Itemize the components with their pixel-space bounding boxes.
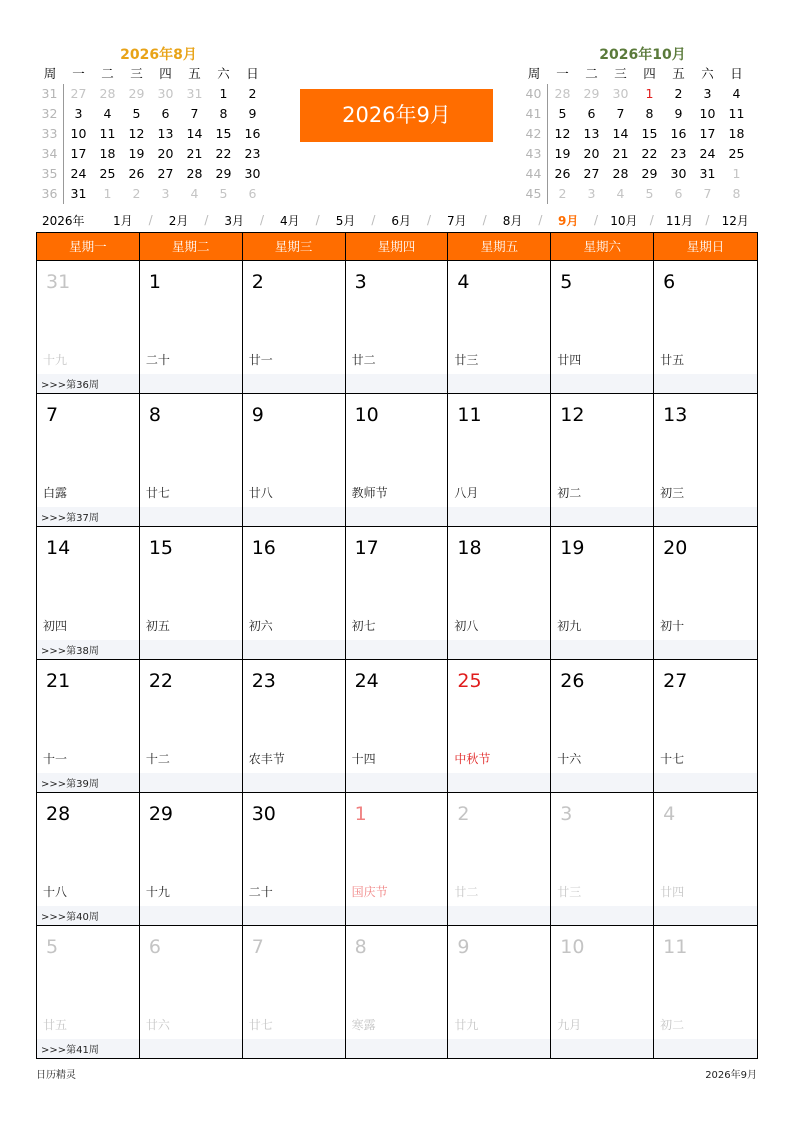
day-number: 30	[251, 803, 276, 825]
mini-day[interactable]: 19	[128, 146, 145, 161]
mini-day[interactable]: 6	[248, 186, 257, 201]
day-number: 7	[251, 936, 264, 958]
lunar-label: 二十	[145, 353, 170, 367]
day-number: 13	[663, 404, 688, 426]
month-nav-item[interactable]: 1月	[113, 213, 133, 228]
day-cell[interactable]	[140, 394, 243, 526]
mini-weekday-header: 六	[701, 66, 714, 81]
mini-day[interactable]: 3	[161, 186, 170, 201]
mini-week-number: 32	[36, 104, 64, 124]
month-nav-item[interactable]: 9月	[558, 213, 579, 228]
mini-weekday-header: 一	[72, 66, 85, 81]
day-cell[interactable]	[346, 926, 449, 1058]
day-number: 26	[560, 670, 585, 692]
day-cell[interactable]	[243, 394, 346, 526]
month-calendar	[36, 232, 758, 1059]
mini-weekday-header: 一	[556, 66, 569, 81]
mini-week-number: 33	[36, 124, 64, 144]
mini-calendar-title: 2026年10月	[599, 47, 686, 63]
month-nav-item[interactable]: 5月	[335, 213, 356, 228]
day-number: 14	[46, 537, 71, 559]
mini-day[interactable]: 29	[215, 166, 232, 181]
month-nav-item[interactable]: 2月	[168, 213, 189, 228]
mini-day[interactable]: 5	[558, 106, 567, 121]
footer-month: 2026年9月	[705, 1070, 757, 1081]
week-row	[37, 792, 757, 925]
mini-weekday-header: 日	[246, 66, 259, 81]
day-cell[interactable]	[140, 527, 243, 659]
day-number: 3	[354, 271, 367, 293]
day-cell[interactable]	[37, 660, 140, 792]
day-cell[interactable]	[654, 926, 757, 1058]
lunar-label: 十九	[145, 885, 170, 899]
lunar-label: 廿三	[557, 885, 582, 899]
mini-day[interactable]: 7	[616, 106, 625, 121]
day-number: 6	[148, 936, 161, 958]
lunar-label: 廿四	[660, 885, 685, 899]
mini-day[interactable]: 22	[215, 146, 232, 161]
lunar-label: 初二	[660, 1018, 685, 1032]
mini-day[interactable]: 8	[732, 186, 741, 201]
mini-day[interactable]: 16	[244, 126, 261, 141]
day-number: 12	[560, 404, 585, 426]
day-number: 4	[457, 271, 470, 293]
month-nav-separator: /	[427, 213, 432, 227]
week-row	[37, 393, 757, 526]
day-number: 27	[663, 670, 688, 692]
mini-day[interactable]: 27	[70, 86, 87, 101]
month-nav-item[interactable]: 6月	[391, 213, 412, 228]
mini-day[interactable]: 27	[583, 166, 600, 181]
day-number: 10	[560, 936, 585, 958]
mini-day[interactable]: 16	[670, 126, 687, 141]
week-cells	[37, 394, 757, 526]
lunar-label: 十八	[43, 885, 68, 899]
mini-day[interactable]: 4	[616, 186, 625, 201]
day-cell[interactable]	[448, 261, 551, 393]
mini-day[interactable]: 29	[583, 86, 600, 101]
mini-weekday-header: 五	[672, 66, 685, 81]
weekday-header: 星期五	[448, 233, 551, 260]
day-number: 23	[251, 670, 276, 692]
week-row	[37, 659, 757, 792]
mini-day[interactable]: 10	[699, 106, 716, 121]
day-number: 15	[148, 537, 174, 559]
mini-day[interactable]: 5	[219, 186, 228, 201]
mini-day[interactable]: 7	[190, 106, 199, 121]
mini-day[interactable]: 28	[186, 166, 203, 181]
month-nav-item[interactable]: 12月	[721, 213, 749, 228]
lunar-label: 初三	[660, 486, 685, 500]
month-nav-item[interactable]: 8月	[502, 213, 523, 228]
mini-week-number: 41	[520, 104, 548, 124]
lunar-label: 廿一	[248, 353, 273, 367]
month-nav-separator: /	[649, 213, 654, 227]
mini-day[interactable]: 12	[128, 126, 145, 141]
lunar-label: 廿四	[557, 353, 582, 367]
lunar-label: 十七	[660, 752, 685, 766]
mini-weekday-header: 日	[730, 66, 743, 81]
mini-day[interactable]: 13	[157, 126, 174, 141]
mini-day[interactable]: 24	[699, 146, 716, 161]
mini-day[interactable]: 6	[674, 186, 683, 201]
mini-day[interactable]: 28	[99, 86, 116, 101]
lunar-label: 初八	[454, 619, 479, 633]
week-cells	[37, 926, 757, 1058]
mini-weekday-header: 四	[643, 66, 656, 81]
lunar-label: 初九	[557, 619, 582, 633]
day-cell[interactable]	[37, 926, 140, 1058]
week-row	[37, 925, 757, 1058]
day-cell[interactable]	[37, 261, 140, 393]
day-cell[interactable]	[37, 793, 140, 925]
mini-week-header: 周	[527, 66, 541, 81]
mini-day[interactable]: 7	[703, 186, 712, 201]
lunar-label: 十六	[557, 752, 582, 766]
week-number-label: >>>第38周	[41, 646, 99, 657]
mini-day[interactable]: 13	[583, 126, 600, 141]
lunar-label: 二十	[248, 885, 273, 899]
week-number-label: >>>第40周	[41, 912, 99, 923]
mini-calendar-august	[36, 46, 271, 204]
day-cell[interactable]	[346, 793, 449, 925]
lunar-label: 廿二	[454, 885, 479, 899]
day-number: 5	[46, 936, 59, 958]
footer-app-name: 日历精灵	[36, 1070, 76, 1081]
lunar-label: 初七	[351, 619, 376, 633]
day-cell[interactable]	[551, 926, 654, 1058]
mini-weekday-header: 六	[217, 66, 230, 81]
mini-day[interactable]: 14	[186, 126, 203, 141]
lunar-label: 十二	[145, 752, 170, 766]
mini-day[interactable]: 5	[132, 106, 141, 121]
day-cell[interactable]	[140, 261, 243, 393]
day-number: 5	[560, 271, 573, 293]
week-number-label: >>>第37周	[41, 513, 99, 524]
day-cell[interactable]	[140, 793, 243, 925]
month-nav-separator: /	[148, 213, 153, 227]
weekday-header: 星期六	[551, 233, 654, 260]
day-cell[interactable]	[654, 660, 757, 792]
mini-day[interactable]: 9	[674, 106, 683, 121]
day-cell[interactable]	[346, 394, 449, 526]
mini-day[interactable]: 3	[587, 186, 596, 201]
lunar-label: 初十	[660, 619, 685, 633]
mini-calendar-grid	[520, 64, 755, 204]
mini-weekday-header: 三	[130, 66, 143, 81]
day-number: 22	[148, 670, 174, 692]
mini-day[interactable]: 2	[674, 86, 683, 101]
lunar-label: 十四	[351, 752, 376, 766]
day-cell[interactable]	[654, 261, 757, 393]
month-nav-item[interactable]: 11月	[665, 213, 694, 228]
day-number: 21	[46, 670, 71, 692]
day-number: 20	[663, 537, 688, 559]
mini-day[interactable]: 31	[699, 166, 716, 181]
day-cell[interactable]	[448, 926, 551, 1058]
day-cell[interactable]	[654, 527, 757, 659]
month-nav-separator: /	[371, 213, 376, 227]
mini-day[interactable]: 6	[587, 106, 596, 121]
month-nav-item[interactable]: 10月	[610, 213, 638, 228]
lunar-label: 廿七	[248, 1018, 273, 1032]
mini-day[interactable]: 1	[219, 86, 228, 101]
lunar-label: 廿五	[660, 353, 685, 367]
day-number: 28	[46, 803, 71, 825]
mini-weekday-header: 四	[159, 66, 172, 81]
mini-day[interactable]: 1	[645, 86, 654, 101]
mini-day[interactable]: 6	[161, 106, 170, 121]
month-nav-separator: /	[482, 213, 487, 227]
mini-day[interactable]: 29	[641, 166, 658, 181]
day-number: 8	[354, 936, 367, 958]
mini-day[interactable]: 2	[132, 186, 141, 201]
mini-day[interactable]: 18	[728, 126, 745, 141]
mini-day[interactable]: 24	[70, 166, 87, 181]
day-number: 10	[354, 404, 379, 426]
week-number-label: >>>第36周	[41, 380, 99, 391]
day-cell[interactable]	[448, 394, 551, 526]
mini-day[interactable]: 26	[128, 166, 145, 181]
mini-day[interactable]: 10	[70, 126, 87, 141]
lunar-label: 国庆节	[351, 885, 388, 899]
day-cell[interactable]	[654, 394, 757, 526]
mini-day[interactable]: 25	[99, 166, 116, 181]
mini-day[interactable]: 8	[645, 106, 654, 121]
mini-day[interactable]: 14	[612, 126, 629, 141]
mini-weekday-header: 五	[188, 66, 201, 81]
day-number: 9	[457, 936, 470, 958]
day-cell[interactable]	[551, 261, 654, 393]
mini-day[interactable]: 1	[732, 166, 741, 181]
mini-day[interactable]: 9	[248, 106, 257, 121]
day-cell[interactable]	[243, 793, 346, 925]
mini-day[interactable]: 2	[248, 86, 257, 101]
weekday-header: 星期日	[686, 239, 725, 254]
month-nav-separator: /	[705, 213, 710, 227]
mini-day[interactable]: 4	[732, 86, 741, 101]
day-cell[interactable]	[243, 261, 346, 393]
mini-week-number: 40	[520, 84, 548, 104]
mini-day[interactable]: 2	[558, 186, 567, 201]
mini-day[interactable]: 25	[728, 146, 745, 161]
mini-week-number: 43	[520, 144, 548, 164]
mini-day[interactable]: 23	[244, 146, 261, 161]
mini-day[interactable]: 15	[215, 126, 232, 141]
mini-day[interactable]: 29	[128, 86, 145, 101]
mini-day[interactable]: 21	[612, 146, 629, 161]
mini-day[interactable]: 28	[612, 166, 629, 181]
day-number: 8	[148, 404, 161, 426]
mini-weekday-header: 二	[101, 66, 114, 81]
lunar-label: 八月	[454, 486, 479, 500]
day-cell[interactable]	[448, 793, 551, 925]
month-nav-separator: /	[315, 213, 320, 227]
week-number-label: >>>第39周	[41, 779, 99, 790]
day-cell[interactable]	[243, 527, 346, 659]
day-number: 31	[46, 271, 71, 293]
weekday-header: 星期二	[140, 233, 243, 260]
day-number: 3	[560, 803, 573, 825]
lunar-label: 初二	[557, 486, 582, 500]
day-number: 2	[457, 803, 470, 825]
day-cell[interactable]	[140, 660, 243, 792]
week-cells	[37, 261, 757, 393]
day-cell[interactable]	[140, 926, 243, 1058]
day-cell[interactable]	[346, 660, 449, 792]
month-nav-item[interactable]: 7月	[447, 213, 467, 228]
week-row	[37, 260, 757, 393]
mini-day[interactable]: 5	[645, 186, 654, 201]
mini-day[interactable]: 23	[670, 146, 687, 161]
day-cell[interactable]	[448, 527, 551, 659]
day-cell[interactable]	[346, 261, 449, 393]
day-cell[interactable]	[346, 527, 449, 659]
month-nav-separator: /	[538, 213, 543, 227]
month-nav-separator: /	[259, 213, 265, 227]
mini-day[interactable]: 30	[244, 166, 261, 181]
mini-week-number: 34	[36, 144, 64, 164]
day-number: 11	[457, 404, 482, 426]
lunar-label: 廿九	[454, 1018, 479, 1032]
mini-week-number: 35	[36, 164, 64, 184]
lunar-label: 初六	[248, 619, 273, 633]
mini-day[interactable]: 1	[103, 186, 112, 201]
mini-calendar-title: 2026年8月	[120, 47, 197, 63]
day-number: 4	[663, 803, 676, 825]
mini-day[interactable]: 12	[554, 126, 571, 141]
mini-week-number: 31	[36, 84, 64, 104]
weekday-header-row	[37, 233, 757, 260]
month-nav-separator: /	[204, 213, 209, 227]
day-number: 11	[663, 936, 688, 958]
mini-day[interactable]: 15	[641, 126, 658, 141]
week-cells	[37, 660, 757, 792]
mini-day[interactable]: 19	[554, 146, 571, 161]
mini-day[interactable]: 8	[219, 106, 228, 121]
mini-weekday-header: 三	[614, 66, 627, 81]
day-number: 1	[354, 803, 367, 825]
day-cell[interactable]	[37, 394, 140, 526]
mini-day[interactable]: 3	[703, 86, 712, 101]
day-cell[interactable]	[551, 527, 654, 659]
mini-day[interactable]: 11	[99, 126, 116, 141]
day-cell[interactable]	[654, 793, 757, 925]
mini-day[interactable]: 31	[186, 86, 203, 101]
page-title: 2026年9月	[300, 89, 493, 142]
lunar-label: 初四	[43, 619, 68, 633]
mini-week-number: 44	[520, 164, 548, 184]
lunar-label: 廿七	[145, 486, 170, 500]
mini-day[interactable]: 21	[186, 146, 203, 161]
lunar-label: 廿五	[43, 1018, 68, 1032]
mini-day[interactable]: 30	[670, 166, 687, 181]
mini-week-number: 42	[520, 124, 548, 144]
month-nav-separator: /	[594, 213, 599, 227]
lunar-label: 白露	[43, 486, 68, 500]
mini-day[interactable]: 26	[554, 166, 571, 181]
mini-day[interactable]: 27	[157, 166, 174, 181]
day-cell[interactable]	[551, 793, 654, 925]
lunar-label: 廿八	[248, 486, 273, 500]
lunar-label: 九月	[557, 1018, 582, 1032]
mini-day[interactable]: 4	[103, 106, 112, 121]
mini-week-number: 36	[36, 184, 64, 204]
day-number: 6	[663, 271, 676, 293]
mini-day[interactable]: 20	[157, 146, 174, 161]
lunar-label: 中秋节	[454, 752, 491, 766]
mini-day[interactable]: 3	[74, 106, 83, 121]
lunar-label: 廿二	[351, 353, 376, 367]
mini-day[interactable]: 11	[728, 106, 745, 121]
mini-day[interactable]: 22	[641, 146, 658, 161]
day-number: 19	[560, 537, 585, 559]
month-nav-item[interactable]: 3月	[224, 213, 244, 228]
day-number: 24	[354, 670, 379, 692]
weekday-header: 星期一	[37, 233, 140, 260]
day-number: 17	[354, 537, 379, 559]
day-cell[interactable]	[243, 926, 346, 1058]
mini-day[interactable]: 4	[190, 186, 199, 201]
mini-week-header: 周	[43, 66, 57, 81]
month-nav	[36, 211, 758, 229]
day-number: 29	[148, 803, 174, 825]
lunar-label: 廿三	[454, 353, 479, 367]
day-cell[interactable]	[551, 394, 654, 526]
lunar-label: 寒露	[351, 1018, 376, 1032]
mini-day[interactable]: 28	[554, 86, 571, 101]
weekday-header: 星期三	[243, 233, 346, 260]
lunar-label: 初五	[145, 619, 170, 633]
day-cell[interactable]	[37, 527, 140, 659]
week-row	[37, 526, 757, 659]
lunar-label: 教师节	[351, 486, 388, 500]
mini-day[interactable]: 30	[157, 86, 174, 101]
mini-calendar-grid	[36, 64, 271, 204]
mini-week-number: 45	[520, 184, 548, 204]
lunar-label: 农丰节	[248, 752, 285, 766]
mini-day[interactable]: 20	[583, 146, 600, 161]
week-number-label: >>>第41周	[41, 1045, 99, 1056]
day-number: 18	[457, 537, 482, 559]
week-cells	[37, 793, 757, 925]
mini-day[interactable]: 31	[70, 186, 87, 201]
mini-weekday-header: 二	[585, 66, 598, 81]
lunar-label: 十九	[43, 353, 68, 367]
mini-calendar-october	[520, 46, 755, 204]
day-number: 2	[251, 271, 264, 293]
lunar-label: 廿六	[145, 1018, 170, 1032]
mini-day[interactable]: 18	[99, 146, 116, 161]
mini-day[interactable]: 17	[699, 126, 716, 141]
day-number: 9	[251, 404, 264, 426]
day-number: 1	[148, 271, 161, 293]
week-cells	[37, 527, 757, 659]
day-number: 7	[46, 404, 59, 426]
mini-day[interactable]: 17	[70, 146, 87, 161]
day-cell[interactable]	[448, 660, 551, 792]
day-number: 16	[251, 537, 276, 559]
month-nav-year: 2026年	[42, 213, 85, 228]
weekday-header: 星期四	[346, 233, 449, 260]
day-cell[interactable]	[551, 660, 654, 792]
day-cell[interactable]	[243, 660, 346, 792]
day-number: 25	[457, 670, 482, 692]
month-nav-item[interactable]: 4月	[280, 213, 300, 228]
lunar-label: 十一	[43, 752, 68, 766]
mini-day[interactable]: 30	[612, 86, 629, 101]
